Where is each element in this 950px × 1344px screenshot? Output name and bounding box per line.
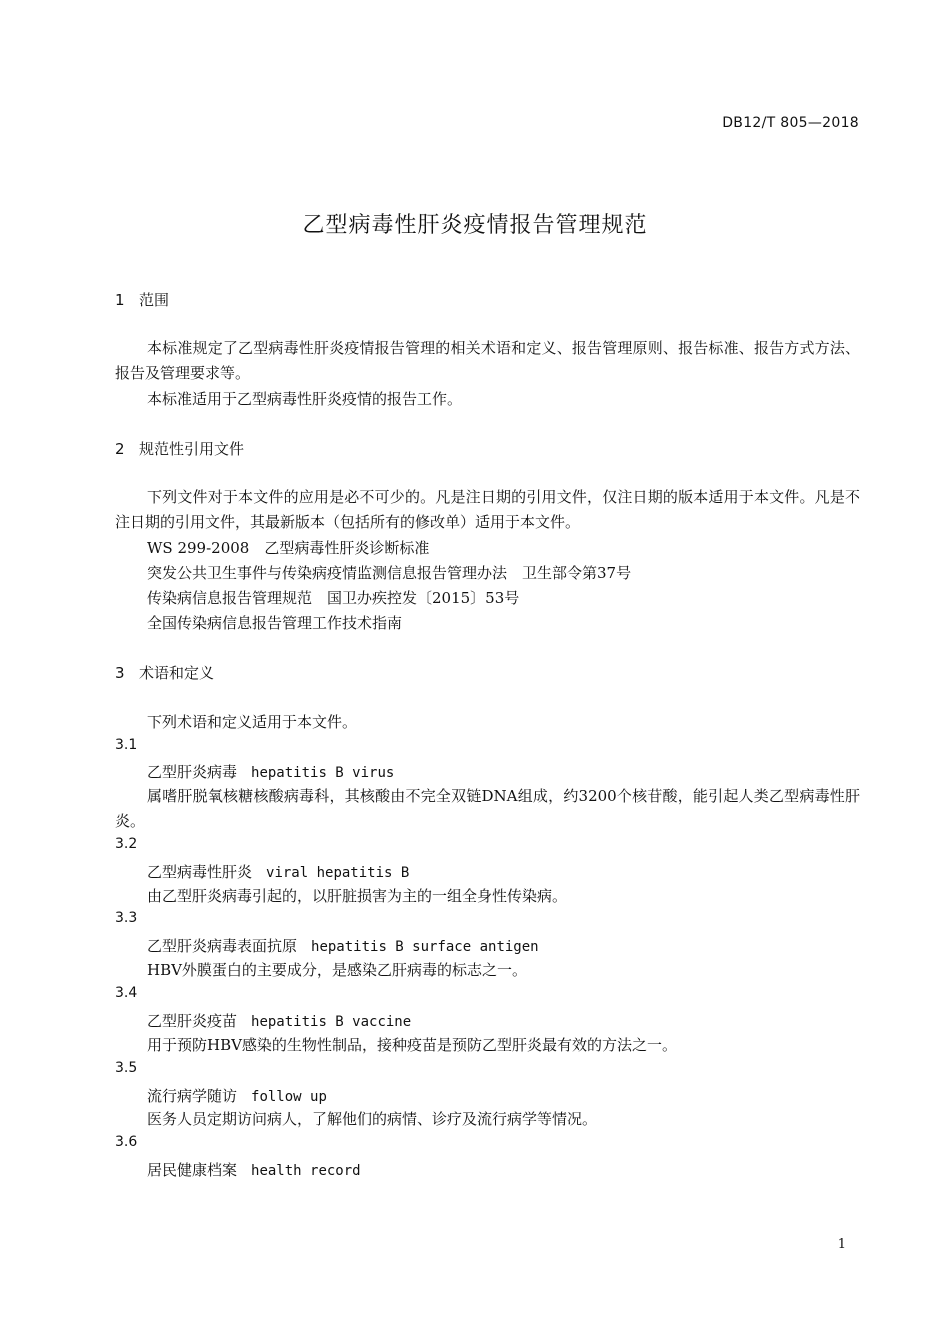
section-number: 3 [115,664,125,682]
term-english: viral hepatitis B [266,865,410,881]
reference-item: 传染病信息报告管理规范 国卫办疾控发〔2015〕53号 [147,589,520,607]
term-english: hepatitis B virus [251,765,395,781]
references-intro: 下列文件对于本文件的应用是必不可少的。凡是注日期的引用文件，仅注日期的版本适用于本文件。凡是不注日期的引用文件，其最新版本（包括所有的修改单）适用于本文件。 [115,488,860,531]
scope-paragraph-1: 本标准规定了乙型病毒性肝炎疫情报告管理的相关术语和定义、报告管理原则、报告标准、报告方式方法、报告及管理要求等。 [115,339,860,382]
term-entry [147,1159,361,1180]
section-title: 术语和定义 [139,664,215,682]
term-entry [147,1085,327,1106]
term-number: 3.5 [115,1060,138,1076]
term-entry [147,761,394,782]
term-definition: 属嗜肝脱氧核糖核酸病毒科，其核酸由不完全双链DNA组成，约3200个核苷酸，能引起人类乙型病毒性肝炎。 [115,787,860,830]
scope-paragraph-2: 本标准适用于乙型病毒性肝炎疫情的报告工作。 [147,390,463,408]
reference-item: 全国传染病信息报告管理工作技术指南 [147,614,403,632]
document-title: 乙型病毒性肝炎疫情报告管理规范 [302,213,648,238]
term-number: 3.2 [115,836,138,852]
term-english: health record [251,1163,361,1179]
term-definition: 用于预防HBV感染的生物性制品，接种疫苗是预防乙型肝炎最有效的方法之一。 [147,1036,677,1054]
term-english: hepatitis B vaccine [251,1014,412,1030]
page-number: 1 [837,1237,846,1252]
term-definition: 由乙型肝炎病毒引起的，以肝脏损害为主的一组全身性传染病。 [147,887,568,905]
term-number: 3.3 [115,910,138,926]
term-entry [147,861,409,882]
term-english: follow up [251,1089,327,1105]
term-english: hepatitis B surface antigen [311,939,539,955]
term-chinese: 乙型病毒性肝炎 [147,863,253,881]
term-entry [147,935,539,956]
term-entry [147,1010,411,1031]
term-definition: 医务人员定期访问病人，了解他们的病情、诊疗及流行病学等情况。 [147,1110,598,1128]
section-title: 范围 [139,291,170,309]
section-number: 2 [115,440,125,458]
term-chinese: 乙型肝炎病毒表面抗原 [147,937,298,955]
term-chinese: 乙型肝炎病毒 [147,763,238,781]
term-number: 3.4 [115,985,138,1001]
section-title: 规范性引用文件 [139,440,245,458]
section-heading-references [115,438,244,459]
terms-intro: 下列术语和定义适用于本文件。 [147,713,358,731]
standard-code: DB12/T 805—2018 [722,115,859,131]
reference-item: 突发公共卫生事件与传染病疫情监测信息报告管理办法 卫生部令第37号 [147,564,632,582]
term-chinese: 居民健康档案 [147,1161,238,1179]
section-number: 1 [115,291,125,309]
section-heading-terms [115,662,214,683]
term-number: 3.1 [115,737,138,753]
term-chinese: 乙型肝炎疫苗 [147,1012,238,1030]
term-number: 3.6 [115,1134,138,1150]
term-chinese: 流行病学随访 [147,1087,238,1105]
reference-item: WS 299-2008 乙型病毒性肝炎诊断标准 [147,539,430,557]
section-heading-scope [115,289,169,310]
term-definition: HBV外膜蛋白的主要成分，是感染乙肝病毒的标志之一。 [147,961,527,979]
